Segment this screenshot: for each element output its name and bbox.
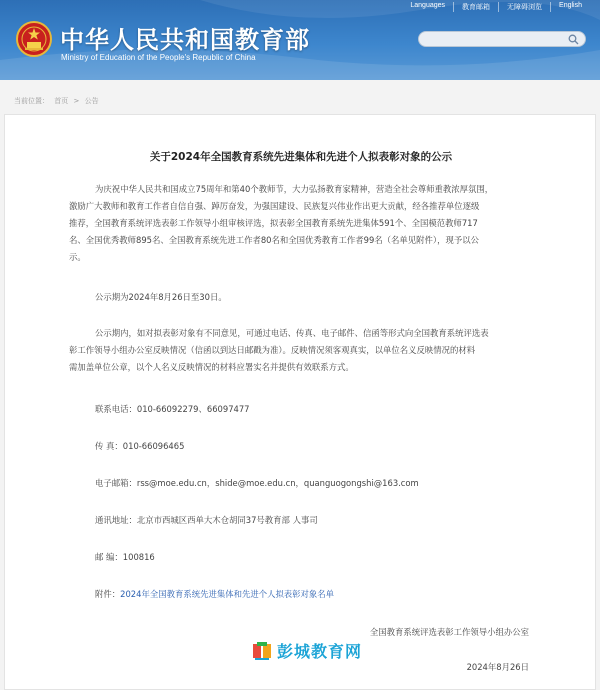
contact-email: 电子邮箱：rss@moe.edu.cn，shide@moe.edu.cn，quanguogongshi@163.com <box>95 478 419 488</box>
contact-fax: 传 真：010-66096465 <box>95 441 185 451</box>
breadcrumb-current[interactable]: 公告 <box>84 97 99 105</box>
para1-line: 为庆祝中华人民共和国成立75周年和第40个教师节，大力弘扬教育家精神，营造全社会尊师重教浓厚氛围， <box>95 184 494 194</box>
languages-link[interactable]: Languages <box>410 2 446 9</box>
signature-org: 全国教育系统评选表彰工作领导小组办公室 <box>369 627 529 637</box>
article-title: 关于2024年全国教育系统先进集体和先进个人拟表彰对象的公示 <box>149 151 453 163</box>
contact-postcode: 邮 编：100816 <box>95 552 155 562</box>
para3-line: 公示期内，如对拟表彰对象有不同意见，可通过电话、传真、电子邮件、信函等形式向全国教育系统评选表 <box>95 328 489 338</box>
email-link[interactable]: 教育邮箱 <box>453 2 498 12</box>
para1-line: 激励广大教师和教育工作者自信自强、踔厉奋发，为强国建设、民族复兴伟业作出更大贡献，经各推荐单位逐级 <box>69 201 480 211</box>
para1-line: 名、全国优秀教师895名、全国教育系统先进工作者80名和全国优秀教育工作者99名（名单见附件），现予以公 <box>69 235 479 245</box>
article-panel <box>4 114 596 690</box>
book-logo-icon <box>251 640 273 662</box>
site-header <box>0 0 600 80</box>
contact-phone: 联系电话：010-66092279、66097477 <box>95 404 250 414</box>
english-link[interactable]: English <box>550 2 590 12</box>
watermark-text: 彭城教育网 <box>277 642 363 661</box>
site-name[interactable]: 中华人民共和国教育部 <box>60 26 310 54</box>
para1-line: 示。 <box>69 252 86 262</box>
para3-line: 需加盖单位公章，以个人名义反映情况的材料应署实名并提供有效联系方式。 <box>69 362 354 372</box>
breadcrumb-separator: > <box>73 97 80 105</box>
para1-line: 推荐，全国教育系统评选表彰工作领导小组审核评选，拟表彰全国教育系统先进集体591个、全国模范教师717 <box>69 218 478 228</box>
publicity-period: 公示期为2024年8月26日至30日。 <box>95 292 227 302</box>
breadcrumb-label: 当前位置： <box>14 97 49 105</box>
search-icon[interactable] <box>568 34 579 45</box>
breadcrumb-home[interactable]: 首页 <box>54 97 69 105</box>
signature-date: 2024年8月26日 <box>466 662 529 672</box>
national-emblem-icon[interactable] <box>16 20 52 58</box>
site-subtitle: Ministry of Education of the People's Republic of China <box>61 53 256 62</box>
accessibility-link[interactable]: 无障碍浏览 <box>498 2 550 12</box>
para3-line: 彰工作领导小组办公室反映情况（信函以到达日邮戳为准）。反映情况须客观真实，以单位名义反映情况的材料 <box>69 345 476 355</box>
contact-address: 通讯地址：北京市西城区西单大木仓胡同37号教育部 人事司 <box>95 515 318 525</box>
search-input[interactable] <box>418 31 586 47</box>
attachment-label: 附件： <box>95 589 121 599</box>
watermark <box>251 639 362 662</box>
top-links <box>402 2 590 12</box>
attachment-link[interactable]: 2024年全国教育系统先进集体和先进个人拟表彰对象名单 <box>120 589 335 599</box>
breadcrumb <box>14 96 102 106</box>
attachment <box>95 588 334 600</box>
